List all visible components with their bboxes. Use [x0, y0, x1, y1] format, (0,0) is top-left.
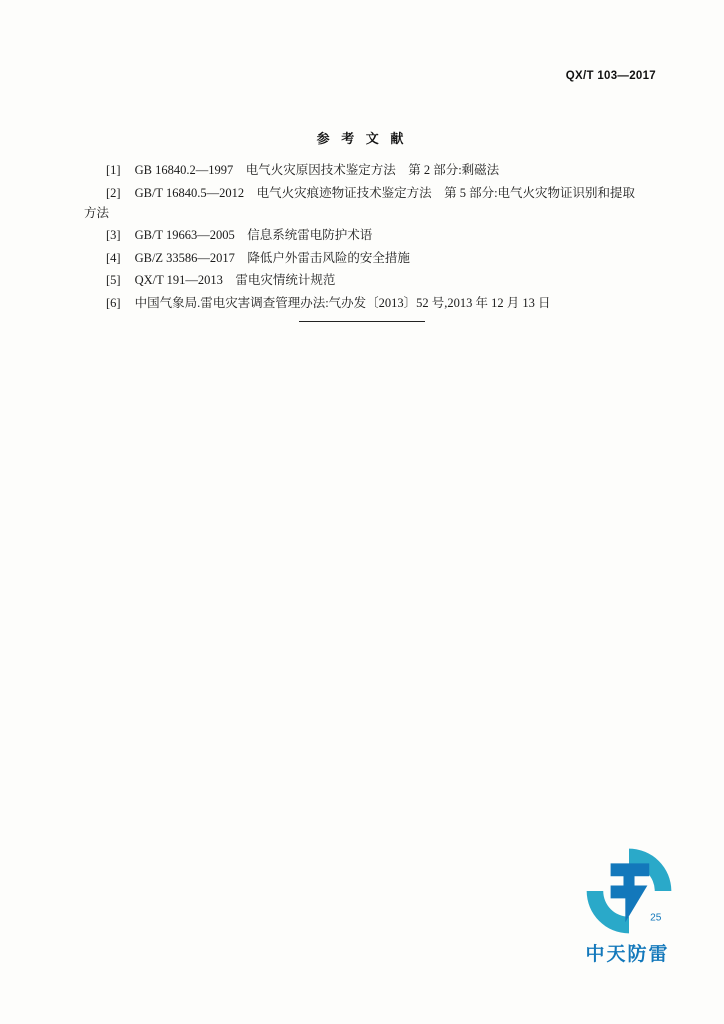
- list-item: [84, 270, 644, 290]
- zhongtian-lightning-icon: [583, 845, 675, 937]
- reference-number: [5]: [106, 273, 121, 287]
- reference-list: [84, 160, 644, 315]
- list-item: [84, 225, 644, 245]
- reference-text: GB/T 16840.5—2012 电气火灾痕迹物证技术鉴定方法 第 5 部分:电气火灾物证识别和提取方法: [84, 185, 636, 220]
- svg-text:25: 25: [650, 912, 662, 924]
- reference-number: [6]: [106, 295, 121, 310]
- page-title: 参 考 文 献: [316, 131, 408, 146]
- reference-text: GB 16840.2—1997 电气火灾原因技术鉴定方法 第 2 部分:剩磁法: [134, 163, 500, 177]
- company-logo: [565, 845, 690, 975]
- reference-number: [3]: [106, 228, 121, 242]
- reference-number: [4]: [106, 250, 121, 265]
- company-name: 中天防雷: [585, 944, 670, 965]
- list-item: [84, 160, 644, 180]
- reference-number: [1]: [106, 163, 121, 177]
- reference-text: GB/T 19663—2005 信息系统雷电防护术语: [134, 228, 373, 242]
- list-item: [84, 183, 644, 223]
- reference-number: [2]: [106, 185, 121, 200]
- reference-text: QX/T 191—2013 雷电灾情统计规范: [134, 273, 336, 287]
- list-item: [84, 293, 644, 313]
- section-end-rule: [299, 321, 425, 322]
- page-header-standard-code: QX/T 103—2017: [565, 70, 656, 82]
- reference-text: GB/Z 33586—2017 降低户外雷击风险的安全措施: [134, 250, 410, 265]
- reference-text: 中国气象局.雷电灾害调查管理办法:气办发〔2013〕52 号,2013 年 12 月 13 日: [134, 295, 551, 310]
- list-item: [84, 248, 644, 268]
